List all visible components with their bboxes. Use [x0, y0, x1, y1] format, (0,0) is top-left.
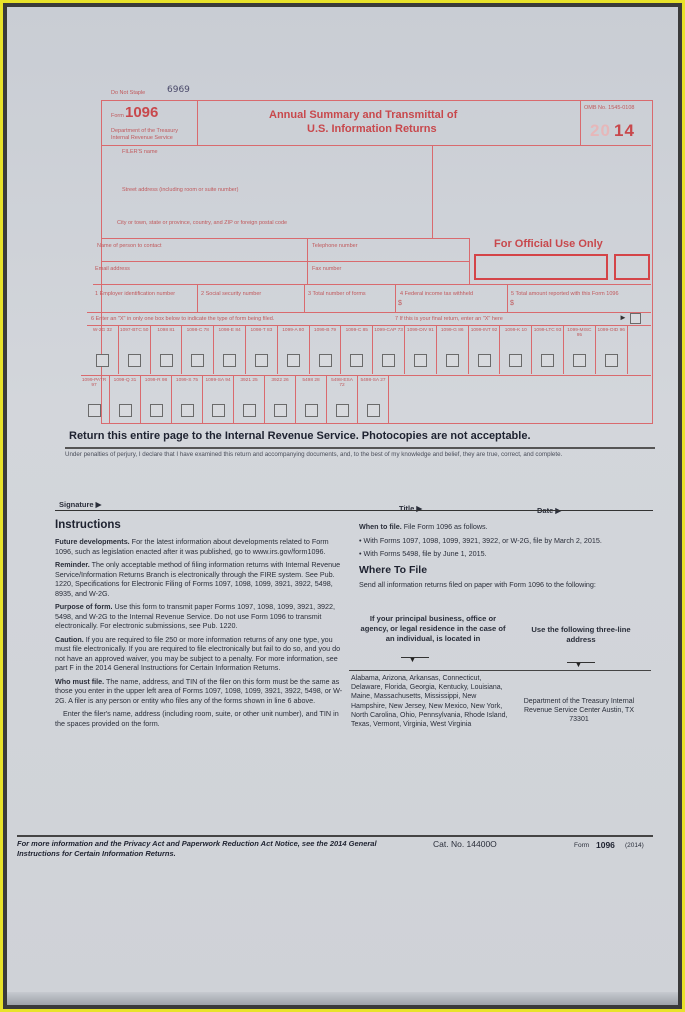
form-type-checkbox[interactable]	[255, 354, 268, 367]
form-type-checkbox[interactable]	[605, 354, 618, 367]
handwritten-number: 6969	[167, 85, 190, 95]
year-prefix: 20	[590, 121, 611, 140]
form-type-cell	[596, 326, 628, 374]
form-type-cell	[87, 326, 119, 374]
form-type-label: 1098-T 83	[250, 328, 273, 333]
form-title-line1: Annual Summary and Transmittal of	[269, 109, 458, 121]
form-type-label: 3921 25	[240, 378, 258, 383]
form-type-checkbox[interactable]	[509, 354, 522, 367]
form-type-label: 1099-INT 92	[470, 328, 498, 333]
form-type-checkbox[interactable]	[367, 404, 380, 417]
form-type-cell	[110, 376, 141, 424]
divider	[580, 101, 582, 145]
location-column-heading: If your principal business, office or agency, or legal residence in the case of an individual, is located in	[360, 614, 506, 644]
instructions-right-column	[359, 522, 651, 590]
form-type-cell	[327, 376, 358, 424]
form-type-checkbox[interactable]	[414, 354, 427, 367]
official-use-box-right	[614, 254, 650, 280]
official-use-box-left	[474, 254, 608, 280]
form-type-label: 1098-E 84	[218, 328, 241, 333]
box6-label: 6 Enter an "X" in only one box below to indicate the type of form being filed.	[91, 316, 275, 322]
footer-form-word: Form	[574, 842, 590, 849]
form-type-label: 1099-A 80	[282, 328, 305, 333]
divider	[93, 284, 651, 286]
form-type-checkbox[interactable]	[88, 404, 101, 417]
who-must-file-lead: Who must file.	[55, 676, 105, 686]
divider	[87, 312, 651, 314]
box5-label: 5 Total amount reported with this Form 1096	[511, 291, 619, 297]
street-label: Street address (including room or suite number)	[122, 187, 239, 193]
box5-dollar: $	[510, 300, 514, 307]
form-type-cell	[214, 326, 246, 374]
when-bullet-2: • With Forms 5498, file by June 1, 2015.	[359, 549, 487, 558]
form-type-checkbox[interactable]	[150, 404, 163, 417]
when-text: File Form 1096 as follows.	[401, 522, 488, 531]
box1-label: 1 Employer identification number	[95, 291, 176, 297]
form-type-label: 1099-G 86	[440, 328, 464, 333]
box2-label: 2 Social security number	[201, 291, 262, 297]
form-type-label: 1099-OID 96	[597, 328, 625, 333]
form-type-cell	[79, 376, 110, 424]
form-type-checkbox[interactable]	[191, 354, 204, 367]
form-type-checkbox[interactable]	[350, 354, 363, 367]
mailing-address: Department of the Treasury Internal Revenue Service Center Austin, TX 73301	[523, 698, 635, 724]
form-title-line2: U.S. Information Returns	[307, 123, 437, 135]
where-to-file-heading: Where To File	[359, 563, 428, 576]
form-type-checkbox[interactable]	[573, 354, 586, 367]
form-type-checkbox[interactable]	[243, 404, 256, 417]
footer-rule	[17, 835, 653, 837]
box4-dollar: $	[398, 300, 402, 307]
form-type-cell	[310, 326, 342, 374]
form-type-cell	[265, 376, 296, 424]
caution-lead: Caution.	[55, 634, 84, 644]
penalty-text: Under penalties of perjury, I declare that I have examined this return and accompanying documents, and, to the best of my knowledge and belief, they are true, correct, and complete.	[65, 451, 563, 458]
irs-line: Internal Revenue Service	[111, 135, 173, 141]
caution-text: If you are required to file 250 or more information returns of any one type, you must file electronically. If you are required to file electronically but fail to do so, and you do not have an approved waiver, you may be subject to a penalty. For more information, see part F in the 2014 General Instructions for Certain Information Returns.	[55, 634, 341, 672]
official-use-label: For Official Use Only	[494, 238, 603, 250]
when-lead: When to file.	[359, 522, 402, 531]
instructions-left-column	[55, 537, 345, 728]
arrow-down-icon: ▼	[409, 657, 416, 664]
form-type-label: 5498 28	[302, 378, 320, 383]
future-developments	[55, 537, 345, 556]
form-word: Form	[111, 113, 124, 119]
reminder-lead: Reminder.	[55, 560, 90, 569]
divider	[507, 285, 509, 312]
divider	[349, 670, 651, 671]
future-developments-lead: Future developments.	[55, 537, 130, 546]
divider	[101, 238, 469, 240]
future-developments-text: For the latest information about developments related to Form 1096, such as legislation enacted after it was published, go to www.irs.gov/form1096.	[55, 537, 329, 556]
signature-label: Signature ▶	[59, 500, 102, 509]
form-type-label: 3922 26	[271, 378, 289, 383]
purpose-text: Use this form to transmit paper Forms 1097, 1098, 1099, 3921, 3922, 5498, and W-2G to the Internal Revenue Service. Do not use Form 1096 to transmit electronically. For electronic submissions, see Pub. 1220.	[55, 602, 336, 630]
arrow-down-icon: ▼	[575, 662, 582, 669]
reminder	[55, 560, 345, 598]
catalog-number: Cat. No. 14400O	[433, 839, 497, 849]
divider	[432, 146, 434, 238]
box7-label: 7 If this is your final return, enter an "X" here	[395, 316, 503, 322]
form-type-cell	[373, 326, 405, 374]
form-type-label: 1099-B 79	[313, 328, 337, 333]
form-type-label: 1099-PATR 97	[81, 378, 107, 389]
form-type-cell	[278, 326, 310, 374]
form-type-checkbox[interactable]	[382, 354, 395, 367]
form-type-cell	[296, 376, 327, 424]
form-type-cell	[500, 326, 532, 374]
form-type-label: 1097-BTC 50	[119, 328, 149, 333]
do-not-staple-label: Do Not Staple	[111, 90, 146, 96]
divider	[101, 261, 469, 263]
form-type-cell	[405, 326, 437, 374]
contact-label: Name of person to contact	[97, 243, 162, 249]
divider	[304, 285, 306, 312]
form-type-checkbox[interactable]	[336, 404, 349, 417]
instructions-heading: Instructions	[55, 519, 121, 531]
states-list: Alabama, Arizona, Arkansas, Connecticut, Delaware, Florida, Georgia, Kentucky, Louisiana, Maine, Massachusetts, Mississippi, New Hampshire, New Jersey, New Mexico, New York, North Carolina, Ohio, Pennsylvania, Rhode Island, Texas, Vermont, Virginia, West Virginia	[351, 675, 508, 729]
divider	[395, 285, 397, 312]
city-label: City or town, state or province, country, and ZIP or foreign postal code	[117, 220, 288, 226]
form-type-checkbox[interactable]	[541, 354, 554, 367]
form-type-label: 1099-K 10	[504, 328, 527, 333]
form-number: 1096	[125, 104, 159, 121]
where-to-file-text: Send all information returns filed on paper with Form 1096 to the following:	[359, 580, 596, 590]
purpose-lead: Purpose of form.	[55, 602, 113, 611]
arrow-right-icon: ►	[619, 313, 627, 322]
form-type-label: 1099-CAP 73	[374, 328, 403, 333]
purpose-of-form	[55, 602, 345, 631]
page-edge	[7, 992, 678, 1005]
form-type-label: 1099-S 75	[175, 378, 199, 383]
date-label: Date ▶	[537, 506, 562, 515]
form-type-label: 1099-LTC 93	[533, 328, 562, 333]
form-type-cell	[437, 326, 469, 374]
divider	[469, 238, 471, 284]
form-type-checkbox[interactable]	[478, 354, 491, 367]
form-type-cell	[469, 326, 501, 374]
form-type-cell	[203, 376, 234, 424]
form-type-checkbox[interactable]	[212, 404, 225, 417]
form-type-label: 1099-MISC 95	[567, 328, 592, 339]
filer-name-label: FILER'S name	[122, 149, 158, 155]
fax-label: Fax number	[312, 266, 342, 272]
omb-number: OMB No. 1545-0108	[584, 105, 635, 111]
form-type-label: 1099-DIV 91	[406, 328, 434, 333]
form-type-cell	[182, 326, 214, 374]
form-type-checkbox[interactable]	[119, 404, 132, 417]
form-type-cell	[564, 326, 596, 374]
form-type-checkbox[interactable]	[305, 404, 318, 417]
divider	[65, 447, 655, 449]
form-type-label: 1098-C 78	[186, 328, 209, 333]
caution	[55, 635, 345, 673]
divider	[197, 101, 199, 145]
phone-label: Telephone number	[312, 243, 358, 249]
box4-label: 4 Federal income tax withheld	[400, 291, 474, 297]
form-type-checkbox[interactable]	[128, 354, 141, 367]
filer-info-note: Enter the filer's name, address (including room, suite, or other unit number), and TIN in the spaces provided on the form.	[55, 709, 339, 728]
footer-form-number: 1096	[596, 840, 615, 850]
form-type-checkbox[interactable]	[181, 404, 194, 417]
divider	[197, 285, 199, 312]
form-type-label: 1099-C 85	[345, 328, 368, 333]
form-type-cell	[341, 326, 373, 374]
form-type-label: 1099-R 98	[144, 378, 168, 383]
form-type-cell	[172, 376, 203, 424]
reminder-text: The only acceptable method of filing information returns with Internal Revenue Service/Information Returns Branch is electronically through the FIRE system. See Pub. 1220, Specifications for Electronic Filing of Forms 1097, 1098, 1099, 3921, 3922, 5498, 8935, and W-2G.	[55, 560, 341, 598]
box3-label: 3 Total number of forms	[308, 291, 366, 297]
form-type-cell	[246, 326, 278, 374]
footer-form-year: (2014)	[625, 842, 644, 849]
form-type-checkbox[interactable]	[446, 354, 459, 367]
form-type-label: W-2G 32	[92, 328, 112, 333]
form-type-cell	[141, 376, 172, 424]
address-column-heading: Use the following three-line address	[531, 625, 631, 645]
form-type-label: 5498-ESA 72	[331, 378, 353, 389]
title-label: Title ▶	[399, 504, 423, 513]
form-type-checkbox[interactable]	[160, 354, 173, 367]
who-must-file-text: The name, address, and TIN of the filer on this form must be the same as those you enter in the upper left area of Forms 1097, 1098, 1099, 3921, 3922, 5498, or W-2G. A filer is any person or entity who files any of the forms shown in line 6 above.	[55, 676, 343, 705]
form-type-cell	[234, 376, 265, 424]
when-to-file	[359, 522, 651, 532]
form-type-checkbox[interactable]	[319, 354, 332, 367]
divider	[101, 145, 651, 147]
form-type-cell	[532, 326, 564, 374]
dept-line: Department of the Treasury	[111, 128, 178, 134]
form-type-label: 1099-SA 94	[205, 378, 231, 383]
email-label: Email address	[95, 266, 130, 272]
who-must-file	[55, 677, 345, 706]
form-type-checkbox[interactable]	[274, 404, 287, 417]
when-bullet-1: • With Forms 1097, 1098, 1099, 3921, 3922, or W-2G, file by March 2, 2015.	[359, 535, 602, 545]
return-notice: Return this entire page to the Internal Revenue Service. Photocopies are not acceptable.	[69, 430, 531, 442]
form-type-cell	[358, 376, 389, 424]
form-type-checkbox[interactable]	[223, 354, 236, 367]
form-type-checkbox[interactable]	[287, 354, 300, 367]
form-type-checkbox[interactable]	[96, 354, 109, 367]
form-type-label: 1099-Q 31	[113, 378, 137, 383]
form-type-label: 1098 81	[157, 328, 175, 333]
form-sheet	[7, 7, 678, 1005]
privacy-notice: For more information and the Privacy Act and Paperwork Reduction Act Notice, see the 2014 General Instructions for Certain Information Returns.	[17, 839, 377, 859]
signature-line	[55, 510, 653, 511]
year-suffix: 14	[614, 121, 635, 140]
form-type-label: 5498-SA 27	[360, 378, 386, 383]
form-type-cell	[151, 326, 183, 374]
final-return-checkbox[interactable]	[630, 313, 641, 324]
form-type-cell	[119, 326, 151, 374]
